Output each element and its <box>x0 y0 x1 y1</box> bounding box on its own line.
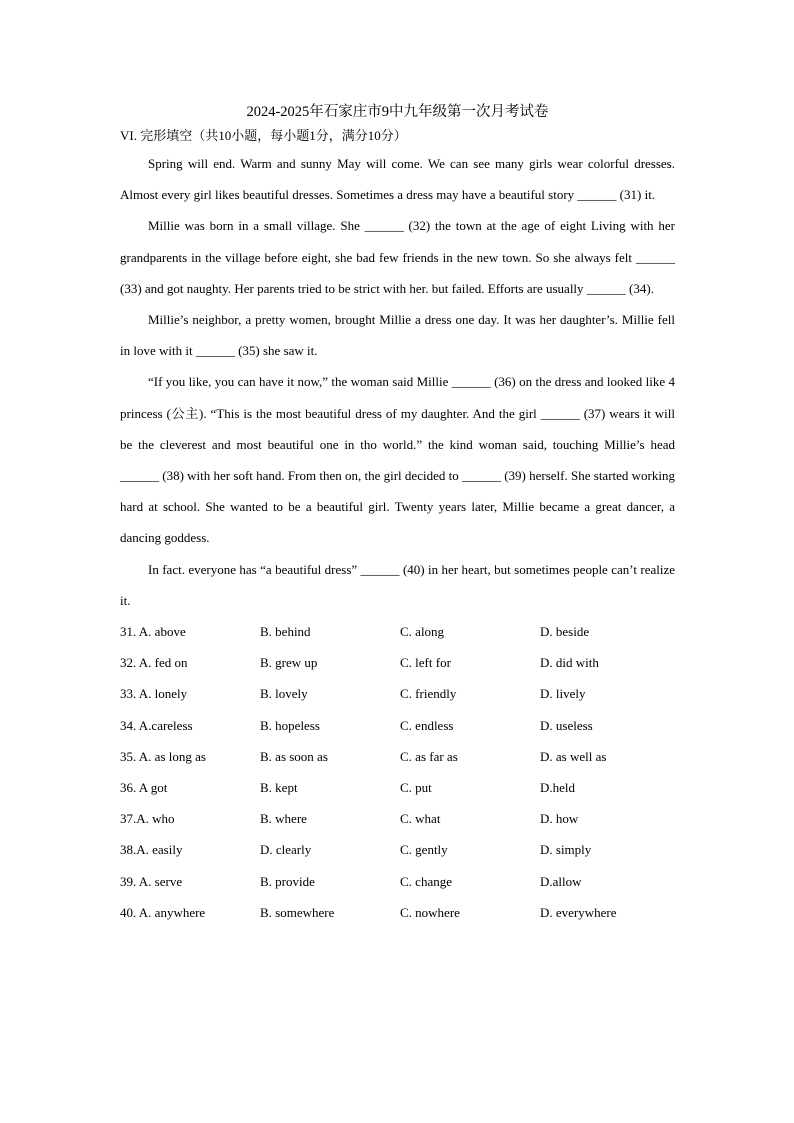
option-a: 32. A. fed on <box>120 655 188 671</box>
option-row-38 <box>120 834 675 865</box>
option-row-40 <box>120 897 675 928</box>
option-row-37 <box>120 803 675 834</box>
option-d: D. useless <box>540 717 593 733</box>
option-b: B. as soon as <box>260 748 328 764</box>
option-row-39 <box>120 866 675 897</box>
option-a: 39. A. serve <box>120 873 183 889</box>
passage-paragraph-1: Spring will end. Warm and sunny May will come. We can see many girls wear colorful dresses. Almost every girl likes beautiful dresses. Sometimes a dress may have a beautiful story ______ (31) it. <box>120 156 675 203</box>
answer-options <box>120 616 675 928</box>
option-b: B. somewhere <box>260 904 335 920</box>
option-d: D. as well as <box>540 748 607 764</box>
option-a: 38.A. easily <box>120 842 183 858</box>
option-a: 36. A got <box>120 779 168 795</box>
option-b: B. hopeless <box>260 717 320 733</box>
passage-paragraph-4: “If you like, you can have it now,” the woman said Millie ______ (36) on the dress and looked like 4 princess (公主). “This is the most beautiful dress of my daughter. And the girl ______ (37) wears it will be the cleverest and most beautiful one in tho world.” the kind woman said, touching Millie’s head ______ (38) with her soft hand. From then on, the girl decided to ______ (39) herself. She started working hard at school. She wanted to be a beautiful girl. Twenty years later, Millie became a great dancer, a dancing goddess. <box>120 374 675 546</box>
option-c: C. gently <box>400 842 448 858</box>
option-b: B. provide <box>260 873 315 889</box>
exam-page <box>120 100 675 928</box>
passage-paragraph-5: In fact. everyone has “a beautiful dress” ______ (40) in her heart, but sometimes people can’t realize it. <box>120 561 675 608</box>
option-c: C. change <box>400 873 452 889</box>
option-d: D. simply <box>540 842 592 858</box>
option-b: B. behind <box>260 624 311 640</box>
option-c: C. left for <box>400 655 451 671</box>
option-a: 34. A.careless <box>120 717 193 733</box>
option-a: 33. A. lonely <box>120 686 188 702</box>
option-d: D. how <box>540 811 579 827</box>
option-c: C. along <box>400 624 445 640</box>
option-c: C. what <box>400 811 441 827</box>
option-d: D. lively <box>540 686 586 702</box>
option-d: D.held <box>540 779 576 795</box>
option-a: 37.A. who <box>120 811 175 827</box>
option-row-35 <box>120 741 675 772</box>
option-row-31 <box>120 616 675 647</box>
option-b: B. grew up <box>260 655 318 671</box>
option-b: B. where <box>260 811 307 827</box>
option-row-34 <box>120 710 675 741</box>
option-c: C. as far as <box>400 748 458 764</box>
option-c: C. nowhere <box>400 904 460 920</box>
option-row-33 <box>120 678 675 709</box>
option-d: D.allow <box>540 873 582 889</box>
option-b: B. lovely <box>260 686 308 702</box>
option-b: D. clearly <box>260 842 312 858</box>
option-c: C. friendly <box>400 686 457 702</box>
option-row-32 <box>120 647 675 678</box>
option-d: D. beside <box>540 624 590 640</box>
option-a: 40. A. anywhere <box>120 904 206 920</box>
passage-paragraph-3: Millie’s neighbor, a pretty women, brought Millie a dress one day. It was her daughter’s. Millie fell in love with it ______ (35) she saw it. <box>120 312 675 359</box>
option-c: C. put <box>400 779 432 795</box>
option-d: D. did with <box>540 655 599 671</box>
section-heading: VI. 完形填空（共10小题，每小题1分，满分10分） <box>120 128 407 143</box>
option-b: B. kept <box>260 779 298 795</box>
option-c: C. endless <box>400 717 454 733</box>
option-row-36 <box>120 772 675 803</box>
option-a: 35. A. as long as <box>120 748 206 764</box>
option-a: 31. A. above <box>120 624 186 640</box>
option-d: D. everywhere <box>540 904 617 920</box>
passage-paragraph-2: Millie was born in a small village. She ______ (32) the town at the age of eight Living with her grandparents in the village before eight, she bad few friends in the new town. So she always felt ______ (33) and got naughty. Her parents tried to be strict with her. but failed. Efforts are usually ______ (34). <box>120 218 675 296</box>
exam-title: 2024-2025年石家庄市9中九年级第一次月考试卷 <box>246 104 549 120</box>
